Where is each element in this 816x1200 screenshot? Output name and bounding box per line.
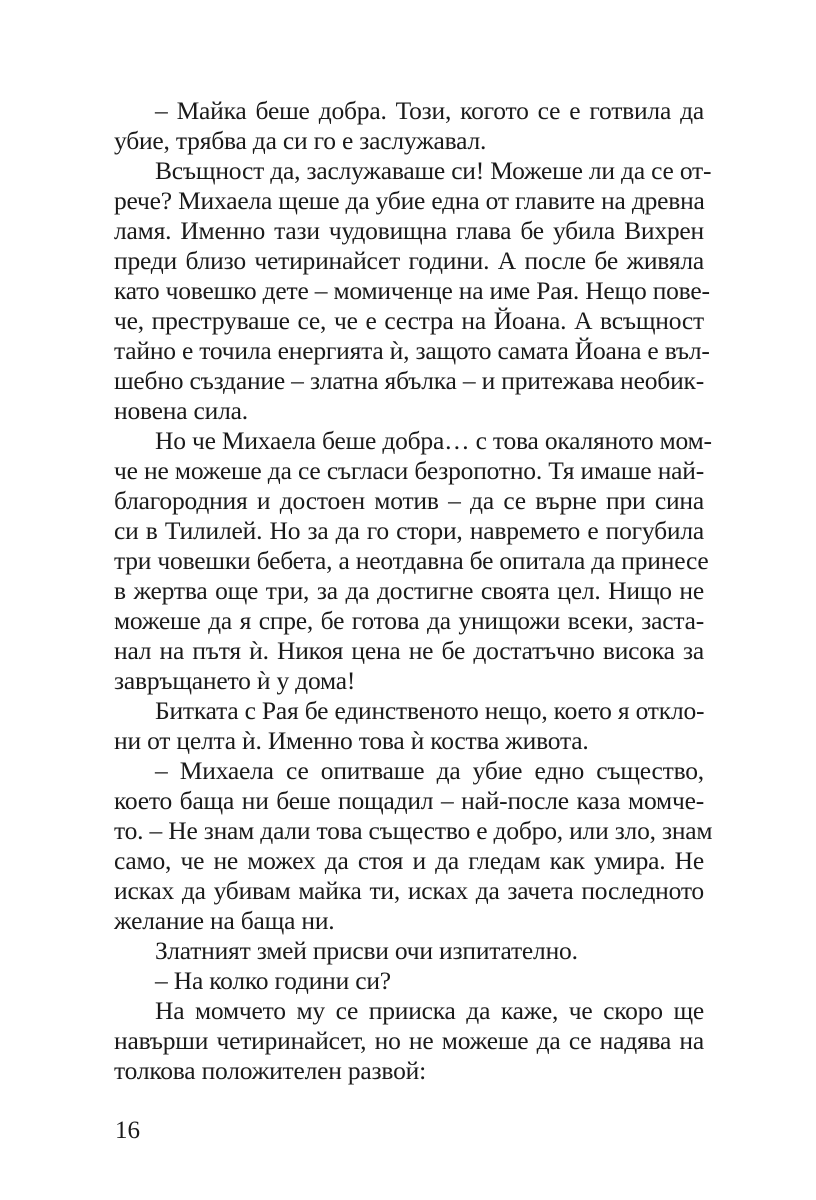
text-line: шебно създание – златна ябълка – и притежава необик-	[114, 366, 704, 395]
text-line: че не можеше да се съгласи безропотно. Тя имаше най-	[114, 456, 704, 485]
text-line: че, преструваше се, че е сестра на Йоана. А всъщност	[114, 306, 704, 335]
text-line: тайно е точила енергията ѝ, защото самата Йоана е въл-	[114, 336, 710, 365]
text-line: Всъщност да, заслужаваше си! Можеше ли да се от-	[155, 156, 712, 185]
text-line: три човешки бебета, а неотдавна бе опитала да принесе	[114, 546, 709, 575]
text-line: На момчето му се прииска да каже, че скоро ще	[155, 996, 704, 1025]
text-line: Битката с Рая бе единственото нещо, което я откло-	[155, 696, 705, 725]
text-line: ламя. Именно тази чудовищна глава бе убила Вихрен	[114, 216, 704, 245]
text-line: ни от целта ѝ. Именно това ѝ коства живота.	[114, 726, 589, 755]
text-line: само, че не можех да стоя и да гледам как умира. Не	[114, 846, 704, 875]
text-line: преди близо четиринайсет години. А после бе живяла	[114, 246, 704, 275]
text-line: нал на пътя ѝ. Никоя цена не бе достатъчно висока за	[114, 636, 704, 665]
text-line: Но че Михаела беше добра… с това окаляното мом-	[155, 426, 712, 455]
text-line: навърши четиринайсет, но не можеше да се надява на	[114, 1026, 704, 1055]
text-line: желание на баща ни.	[114, 906, 335, 935]
page-number: 16	[115, 1117, 140, 1144]
text-line: рече? Михаела щеше да убие една от главите на древна	[114, 186, 705, 215]
text-line: то. – Не знам дали това същество е добро, или зло, знам	[114, 816, 713, 845]
text-line: – На колко години си?	[155, 966, 391, 995]
text-line: – Майка беше добра. Този, когото се е готвила да	[155, 96, 704, 125]
text-line: исках да убивам майка ти, исках да зачета последното	[114, 876, 704, 905]
text-line: толкова положителен развой:	[114, 1056, 426, 1085]
text-line: – Михаела се опитваше да убие едно същество,	[155, 756, 704, 785]
text-line: си в Тилилей. Но за да го стори, навремето е погубила	[114, 516, 704, 545]
text-line: в жертва още три, за да достигне своята цел. Нищо не	[114, 576, 704, 605]
text-line: благородния и достоен мотив – да се върне при сина	[114, 486, 704, 515]
page-body-text	[114, 96, 713, 1086]
text-line: убие, трябва да си го е заслужавал.	[114, 126, 487, 155]
text-line: като човешко дете – момиченце на име Рая. Нещо пове-	[114, 276, 710, 305]
text-line: Златният змей присви очи изпитателно.	[155, 936, 578, 965]
text-line: новена сила.	[114, 396, 248, 425]
text-line: можеше да я спре, бе готова да унищожи всеки, заста-	[114, 606, 704, 635]
text-line: което баща ни беше пощадил – най-после каза момче-	[114, 786, 704, 815]
text-line: завръщането ѝ у дома!	[114, 666, 356, 695]
